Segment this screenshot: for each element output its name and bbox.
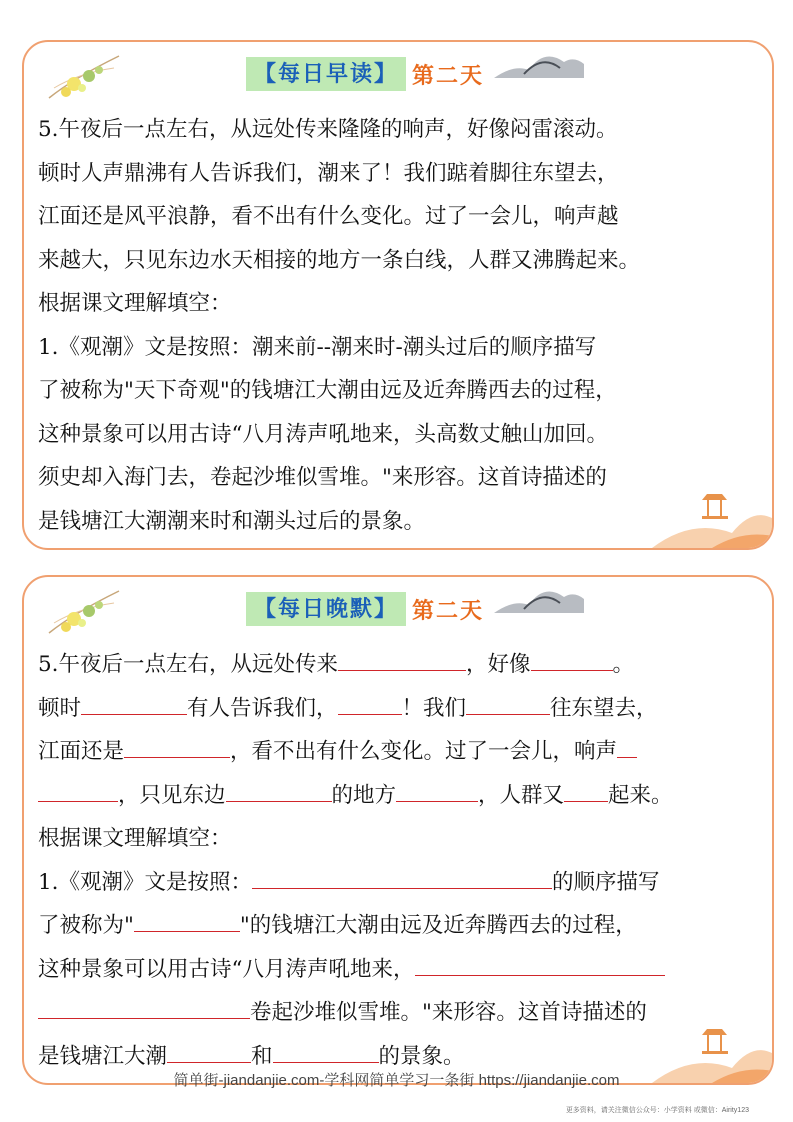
fill-blank[interactable] bbox=[38, 992, 250, 1019]
text-line: 是钱塘江大潮潮来时和潮头过后的景象。 bbox=[38, 508, 426, 534]
text-segment: ，人群又 bbox=[478, 782, 565, 808]
text-segment: 的景象。 bbox=[378, 1043, 465, 1069]
text-segment: 5.午夜后一点左右，从远处传来 bbox=[38, 652, 339, 677]
text-segment: ，只见东边 bbox=[118, 782, 226, 808]
text-segment: 和 bbox=[251, 1043, 273, 1069]
text-line bbox=[38, 861, 768, 905]
text-segment: 是钱塘江大潮 bbox=[38, 1043, 168, 1069]
text-segment: ，好像 bbox=[466, 652, 531, 677]
text-segment: 了被称为" bbox=[38, 913, 134, 938]
fill-blank[interactable] bbox=[531, 644, 613, 671]
fill-blank[interactable] bbox=[466, 688, 550, 715]
card-title-row bbox=[246, 56, 484, 92]
footer-note: 更多资料，请关注微信公众号：小学资料 或微信：Airity123 bbox=[565, 1107, 749, 1114]
text-line: 根据课文理解填空： bbox=[38, 826, 232, 851]
text-line: 这种景象可以用古诗“八月涛声吼地来，头高数丈触山加回。 bbox=[38, 421, 608, 447]
fill-blank[interactable] bbox=[81, 688, 187, 715]
text-line: 5.午夜后一点左右，从远处传来隆隆的响声，好像闷雷滚动。 bbox=[38, 117, 618, 142]
fill-blank[interactable] bbox=[38, 775, 118, 802]
evening-dictation-card bbox=[22, 575, 774, 1085]
text-segment: 江面还是 bbox=[38, 739, 125, 764]
fill-blank[interactable] bbox=[338, 688, 402, 715]
fill-blank[interactable] bbox=[252, 862, 552, 889]
text-segment: 这种景象可以用古诗“八月涛声吼地来， bbox=[38, 956, 415, 982]
text-segment: 的顺序描写 bbox=[552, 869, 660, 895]
day-label: 第二天 bbox=[412, 597, 485, 624]
mountain-ink-icon bbox=[494, 579, 584, 619]
text-segment: ，看不出有什么变化。过了一会儿，响声 bbox=[230, 739, 618, 764]
text-line bbox=[38, 948, 768, 992]
text-line bbox=[38, 774, 768, 818]
text-line: 江面还是风平浪静，看不出有什么变化。过了一会儿，响声越 bbox=[38, 204, 619, 229]
text-segment: 顿时 bbox=[38, 695, 82, 721]
text-line bbox=[38, 687, 768, 731]
fill-blank[interactable] bbox=[273, 1036, 379, 1063]
pavilion-icon bbox=[652, 478, 772, 548]
text-segment: ！我们 bbox=[401, 695, 467, 721]
flower-branch-icon bbox=[44, 583, 124, 643]
fill-blank[interactable] bbox=[415, 949, 665, 976]
card-title-row bbox=[246, 591, 484, 627]
text-line: 来越大，只见东边水天相接的地方一条白线，人群又沸腾起来。 bbox=[38, 247, 641, 273]
text-line bbox=[38, 904, 768, 948]
text-segment: 有人告诉我们， bbox=[187, 695, 338, 721]
fill-blank[interactable] bbox=[167, 1036, 251, 1063]
fill-blank[interactable] bbox=[396, 775, 478, 802]
fill-blank[interactable] bbox=[134, 905, 240, 932]
morning-reading-card bbox=[22, 40, 774, 550]
text-line bbox=[38, 730, 768, 774]
card-title: 【每日早读】 bbox=[246, 57, 406, 91]
fill-blank[interactable] bbox=[124, 731, 230, 758]
text-segment: 往东望去， bbox=[550, 695, 658, 721]
text-line: 须史却入海门去，卷起沙堆似雪堆。"来形容。这首诗描述的 bbox=[38, 465, 607, 490]
text-segment: 的地方 bbox=[331, 782, 397, 808]
text-line: 了被称为"天下奇观"的钱塘江大潮由远及近奔腾西去的过程， bbox=[38, 378, 617, 403]
text-line: 1.《观潮》文是按照：潮来前--潮来时-潮头过后的顺序描写 bbox=[38, 334, 597, 360]
card-title: 【每日晚默】 bbox=[246, 592, 406, 626]
fill-blank[interactable] bbox=[617, 731, 637, 758]
fill-blank[interactable] bbox=[564, 775, 608, 802]
text-segment: 。 bbox=[612, 652, 635, 677]
flower-branch-icon bbox=[44, 48, 124, 108]
day-label: 第二天 bbox=[412, 62, 485, 89]
text-segment: 起来。 bbox=[608, 782, 673, 808]
fill-blank[interactable] bbox=[338, 644, 466, 671]
text-line bbox=[38, 643, 768, 687]
text-segment: "的钱塘江大潮由远及近奔腾西去的过程， bbox=[239, 913, 637, 938]
fill-blank[interactable] bbox=[226, 775, 332, 802]
text-segment: 1.《观潮》文是按照： bbox=[38, 869, 253, 895]
text-segment: 卷起沙堆似雪堆。"来形容。这首诗描述的 bbox=[250, 1000, 647, 1025]
mountain-ink-icon bbox=[494, 44, 584, 84]
text-line: 顿时人声鼎沸有人告诉我们，潮来了！我们踮着脚往东望去， bbox=[38, 160, 619, 186]
footer-watermark: 简单街-jiandanjie.com-学科网简单学习一条街 https://jiandanjie.com bbox=[173, 1072, 620, 1089]
text-line: 根据课文理解填空： bbox=[38, 291, 232, 316]
